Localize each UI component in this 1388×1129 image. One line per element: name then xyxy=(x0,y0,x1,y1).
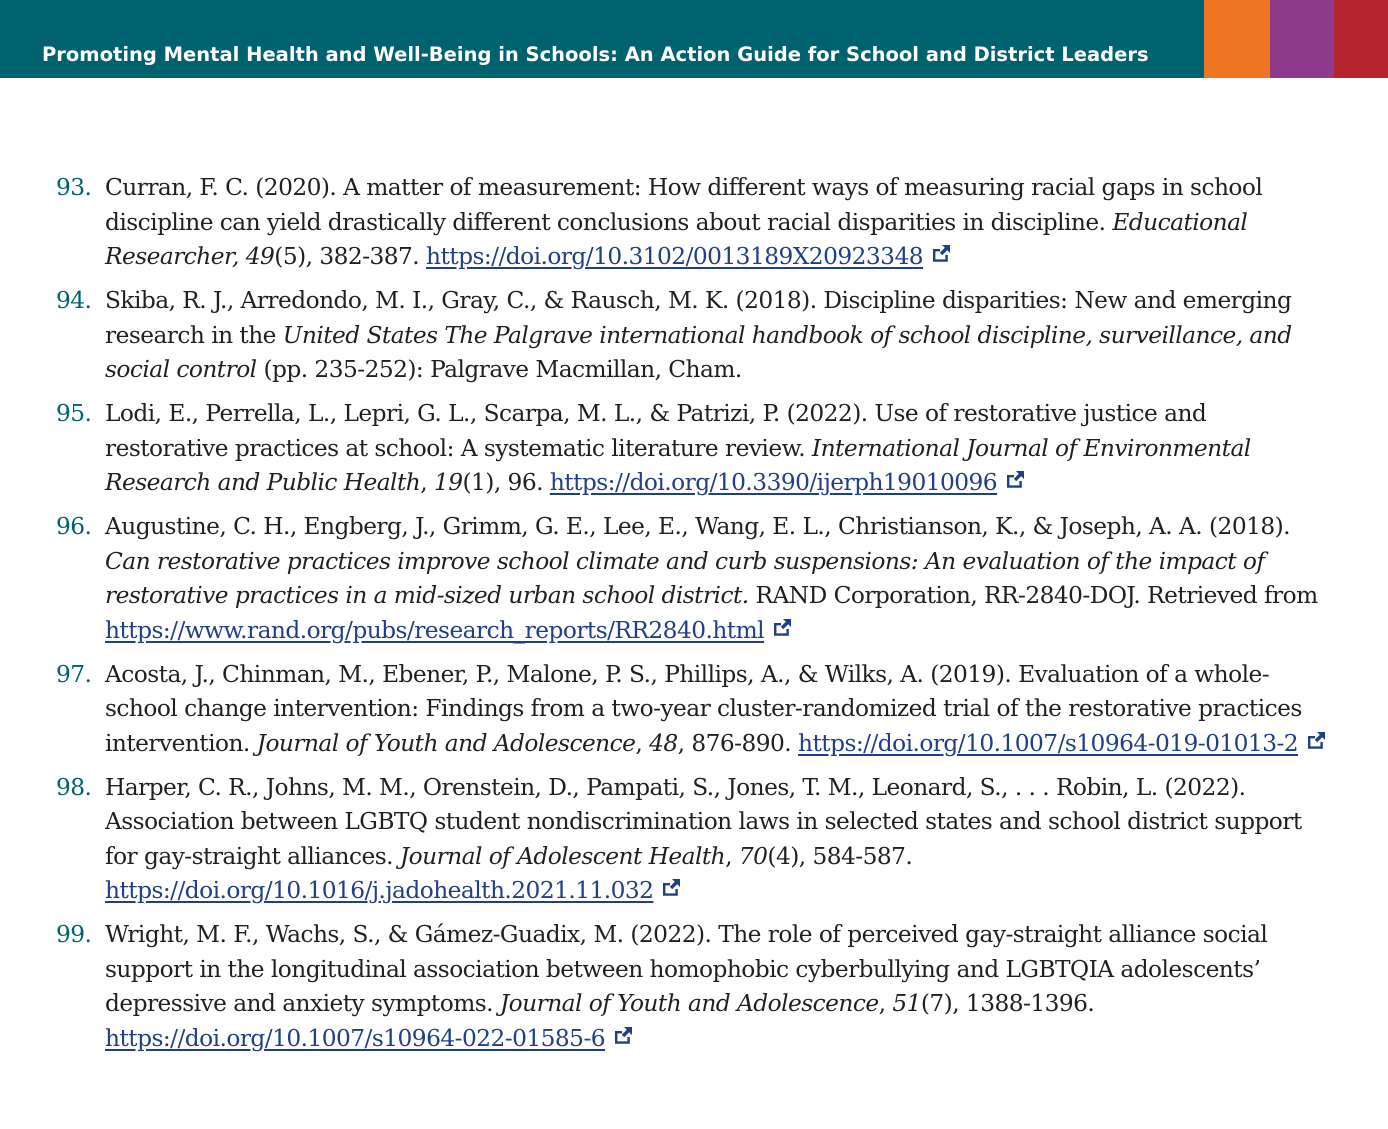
reference-number: 94. xyxy=(56,287,92,314)
reference-doi-link[interactable]: https://www.rand.org/pubs/research_reports/RR2840.html xyxy=(105,616,765,644)
reference-item xyxy=(56,658,1336,762)
reference-item xyxy=(56,397,1336,501)
reference-text-segment: (7), 1388-1396. xyxy=(920,990,1095,1017)
reference-item xyxy=(56,918,1336,1056)
reference-item xyxy=(56,171,1336,275)
reference-doi-link[interactable]: https://doi.org/10.1016/j.jadohealth.2021.11.032 xyxy=(105,877,654,904)
reference-italic-title: Journal of Adolescent Health xyxy=(399,842,726,870)
reference-number: 93. xyxy=(56,174,92,201)
reference-italic-title: 70 xyxy=(738,842,768,870)
reference-number: 95. xyxy=(56,400,92,427)
reference-text-segment: Lodi, E., Perrella, L., Lepri, G. L., Scarpa, M. L., & Patrizi, P. (2022). Use of restorative justice and restorative practices at school: A systematic literature review. xyxy=(105,400,1207,462)
reference-text-segment: (4), 584-587. xyxy=(767,842,913,870)
reference-text-segment: (5), 382-387. xyxy=(274,243,427,270)
reference-text xyxy=(105,397,1336,501)
reference-text xyxy=(105,658,1336,762)
reference-doi-link[interactable]: https://doi.org/10.1007/s10964-022-01585-6 xyxy=(105,1024,606,1052)
reference-text-segment: Acosta, J., Chinman, M., Ebener, P., Malone, P. S., Phillips, A., & Wilks, A. (2019). Evaluation of a whole-school change intervention: Findings from a two-year cluster-randomized trial of the restorative practices intervention. xyxy=(105,660,1302,757)
reference-text-segment: , 876-890. xyxy=(677,729,799,757)
reference-text-segment: Harper, C. R., Johns, M. M., Orenstein, D., Pampati, S., Jones, T. M., Leonard, S., . . . Robin, L. (2022). Association between LGBTQ student nondiscrimination laws in selected states and school district support for gay-straight alliances. xyxy=(105,773,1302,870)
reference-text-segment: RAND Corporation, RR-2840-DOJ. Retrieved from xyxy=(748,582,1318,609)
reference-text-segment: (pp. 235-252): Palgrave Macmillan, Cham. xyxy=(256,356,742,383)
reference-text xyxy=(105,171,1336,275)
reference-text-segment: , xyxy=(420,469,434,496)
external-link-icon[interactable] xyxy=(661,878,681,896)
reference-italic-title: United States The Palgrave international handbook of school discipline, surveillance, and social control xyxy=(105,321,1292,383)
document-title: Promoting Mental Health and Well-Being in Schools: An Action Guide for School and District Leaders xyxy=(42,43,1149,66)
external-link-icon[interactable] xyxy=(613,1026,633,1044)
reference-doi-link[interactable]: https://doi.org/10.3390/ijerph19010096 xyxy=(549,469,998,496)
reference-italic-title: Journal of Youth and Adolescence xyxy=(499,990,879,1017)
reference-text-segment: Augustine, C. H., Engberg, J., Grimm, G. E., Lee, E., Wang, E. L., Christianson, K., & Joseph, A. A. (2018). xyxy=(105,513,1291,540)
reference-text-segment: , xyxy=(725,842,739,870)
reference-text-segment: , xyxy=(635,729,650,757)
reference-text-segment: (1), 96. xyxy=(462,469,550,496)
purple-accent-block xyxy=(1270,0,1334,78)
reference-number: 96. xyxy=(56,513,92,540)
red-accent-block xyxy=(1334,0,1388,78)
reference-item xyxy=(56,284,1336,388)
reference-italic-title: International Journal of Environmental Research and Public Health xyxy=(105,434,1251,496)
reference-number: 97. xyxy=(56,660,92,688)
header-color-blocks xyxy=(1204,0,1388,78)
reference-text xyxy=(105,284,1336,388)
reference-italic-title: 51 xyxy=(892,990,921,1017)
reference-number: 99. xyxy=(56,921,92,948)
reference-italic-title: 48 xyxy=(649,729,678,757)
reference-item xyxy=(56,771,1336,909)
reference-list xyxy=(56,171,1336,1066)
reference-doi-link[interactable]: https://doi.org/10.3102/0013189X20923348 xyxy=(426,243,923,270)
external-link-icon[interactable] xyxy=(931,244,951,262)
external-link-icon[interactable] xyxy=(1306,731,1326,749)
reference-text-segment: Skiba, R. J., Arredondo, M. I., Gray, C., & Rausch, M. K. (2018). Discipline disparities: New and emerging research in the xyxy=(105,287,1292,349)
reference-text xyxy=(105,918,1336,1056)
orange-accent-block xyxy=(1204,0,1270,78)
reference-text xyxy=(105,771,1336,909)
reference-text-segment: , xyxy=(878,990,893,1017)
reference-italic-title: Educational Researcher, 49 xyxy=(105,208,1248,270)
reference-text xyxy=(105,510,1336,648)
reference-italic-title: 19 xyxy=(433,469,463,496)
reference-italic-title: Journal of Youth and Adolescence xyxy=(256,729,636,757)
reference-doi-link[interactable]: https://doi.org/10.1007/s10964-019-01013-2 xyxy=(798,729,1299,757)
external-link-icon[interactable] xyxy=(772,618,792,636)
reference-text-segment: Wright, M. F., Wachs, S., & Gámez-Guadix, M. (2022). The role of perceived gay-straight alliance social support in the longitudinal association between homophobic cyberbullying and LGBTQIA adolescents’ depressive and anxiety symptoms. xyxy=(105,921,1268,1017)
reference-italic-title: Can restorative practices improve school climate and curb suspensions: An evaluation of the impact of restorative practices in a mid-sized urban school district. xyxy=(105,547,1265,609)
reference-number: 98. xyxy=(56,773,92,801)
page-header xyxy=(0,0,1388,78)
reference-item xyxy=(56,510,1336,648)
external-link-icon[interactable] xyxy=(1005,470,1025,488)
reference-text-segment: Curran, F. C. (2020). A matter of measurement: How different ways of measuring racial gaps in school discipline can yield drastically different conclusions about racial disparities in discipline. xyxy=(105,174,1263,236)
